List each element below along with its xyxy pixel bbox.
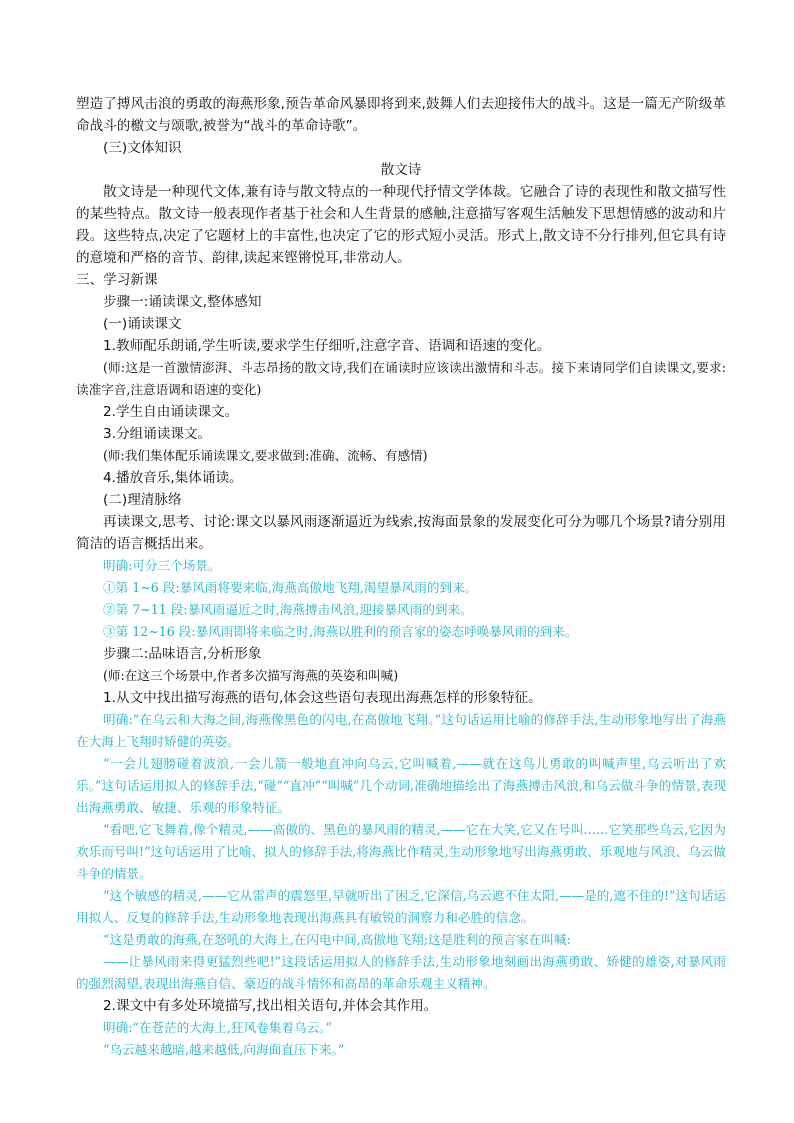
answer-paragraph: “这个敏感的精灵,——它从雷声的震怒里,早就听出了困乏,它深信,乌云遮不住太阳,——是的,遮不住的!”这句话运用拟人、反复的修辞手法,生动形象地表现出海燕具有敏锐的洞察力和必胜的信念。 <box>76 888 726 925</box>
text-paragraph: 再读课文,思考、讨论:课文以暴风雨逐渐逼近为线索,按海面景象的发展变化可分为哪几个场景?请分别用简洁的语言概括出来。 <box>76 514 726 552</box>
answer-paragraph: ①第 1~6 段:暴风雨将要来临,海燕高傲地飞翔,渴望暴风雨的到来。 <box>103 580 478 595</box>
text-paragraph: 塑造了搏风击浪的勇敢的海燕形象,预告革命风暴即将到来,鼓舞人们去迎接伟大的战斗。这是一篇无产阶级革命战斗的檄文与颂歌,被誉为“战斗的革命诗歌”。 <box>76 96 726 134</box>
text-paragraph: 步骤一:诵读课文,整体感知 <box>103 294 262 310</box>
answer-paragraph: 明确:“在苍茫的大海上,狂风卷集着乌云。” <box>103 1020 332 1035</box>
text-paragraph: 2.学生自由诵读课文。 <box>103 404 239 420</box>
answer-paragraph: “一会儿翅膀碰着波浪,一会儿箭一般地直冲向乌云,它叫喊着,——就在这鸟儿勇敢的叫喊声里,乌云听出了欢乐。”这句话运用拟人的修辞手法,“碰”“直冲”“叫喊”几个动词,准确地描绘出了海燕搏击风浪,和乌云做斗争的情景,表现出海燕勇敢、敏捷、乐观的形象特征。 <box>76 756 726 815</box>
answer-paragraph: “乌云越来越暗,越来越低,向海面直压下来。” <box>103 1042 345 1057</box>
text-paragraph: 三、学习新课 <box>76 272 158 288</box>
text-paragraph: (三)文体知识 <box>103 140 182 156</box>
teacher-note-paragraph: (师:在这三个场景中,作者多次描写海燕的英姿和叫喊) <box>103 668 399 683</box>
text-paragraph: 3.分组诵读课文。 <box>103 426 212 442</box>
section-heading: 散文诗 <box>380 162 422 178</box>
document-content <box>76 93 726 1061</box>
answer-paragraph: ——让暴风雨来得更猛烈些吧!”这段话运用拟人的修辞手法,生动形象地刻画出海燕勇敢、矫健的雄姿,对暴风雨的强烈渴望,表现出海燕自信、豪迈的战斗情怀和高昂的革命乐观主义精神。 <box>76 954 726 991</box>
text-paragraph: 1.从文中找出描写海燕的语句,体会这些语句表现出海燕怎样的形象特征。 <box>103 690 542 706</box>
text-paragraph: 4.播放音乐,集体诵读。 <box>103 470 243 486</box>
answer-paragraph: 明确:“在乌云和大海之间,海燕像黑色的闪电,在高傲地飞翔。”这句话运用比喻的修辞手法,生动形象地写出了海燕在大海上飞翔时矫健的英姿。 <box>76 712 726 749</box>
answer-paragraph: “看吧,它飞舞着,像个精灵,——高傲的、黑色的暴风雨的精灵,——它在大笑,它又在号叫……它笑那些乌云,它因为欢乐而号叫!”这句话运用了比喻、拟人的修辞手法,将海燕比作精灵,生动形象地写出海燕勇敢、乐观地与风浪、乌云做斗争的情景。 <box>76 822 726 881</box>
teacher-note-paragraph: (师:这是一首激情澎湃、斗志昂扬的散文诗,我们在诵读时应该读出激情和斗志。接下来请同学们自读课文,要求:读准字音,注意语调和语速的变化) <box>76 360 726 397</box>
text-paragraph: (一)诵读课文 <box>103 316 182 332</box>
answer-paragraph: ②第 7~11 段:暴风雨逼近之时,海燕搏击风浪,迎接暴风雨的到来。 <box>103 602 473 617</box>
teacher-note-paragraph: (师:我们集体配乐诵读课文,要求做到:准确、流畅、有感情) <box>103 448 428 463</box>
text-paragraph: 散文诗是一种现代文体,兼有诗与散文特点的一种现代抒情文学体裁。它融合了诗的表现性和散文描写性的某些特点。散文诗一般表现作者基于社会和人生背景的感触,注意描写客观生活触发下思想情感的波动和片段。这些特点,决定了它题材上的丰富性,也决定了它的形式短小灵活。形式上,散文诗不分行排列,但它具有诗的意境和严格的音节、韵律,读起来铿锵悦耳,非常动人。 <box>76 184 726 266</box>
text-paragraph: 步骤二:品味语言,分析形象 <box>103 646 262 662</box>
answer-paragraph: 明确:可分三个场景。 <box>103 558 221 573</box>
text-paragraph: (二)理清脉络 <box>103 492 182 508</box>
answer-paragraph: ③第 12~16 段:暴风雨即将来临之时,海燕以胜利的预言家的姿态呼唤暴风雨的到来。 <box>103 624 578 639</box>
text-paragraph: 2.课文中有多处环境描写,找出相关语句,并体会其作用。 <box>103 998 438 1014</box>
text-paragraph: 1.教师配乐朗诵,学生听读,要求学生仔细听,注意字音、语调和语速的变化。 <box>103 338 551 354</box>
answer-paragraph: “这是勇敢的海燕,在怒吼的大海上,在闪电中间,高傲地飞翔;这是胜利的预言家在叫喊: <box>103 932 571 947</box>
